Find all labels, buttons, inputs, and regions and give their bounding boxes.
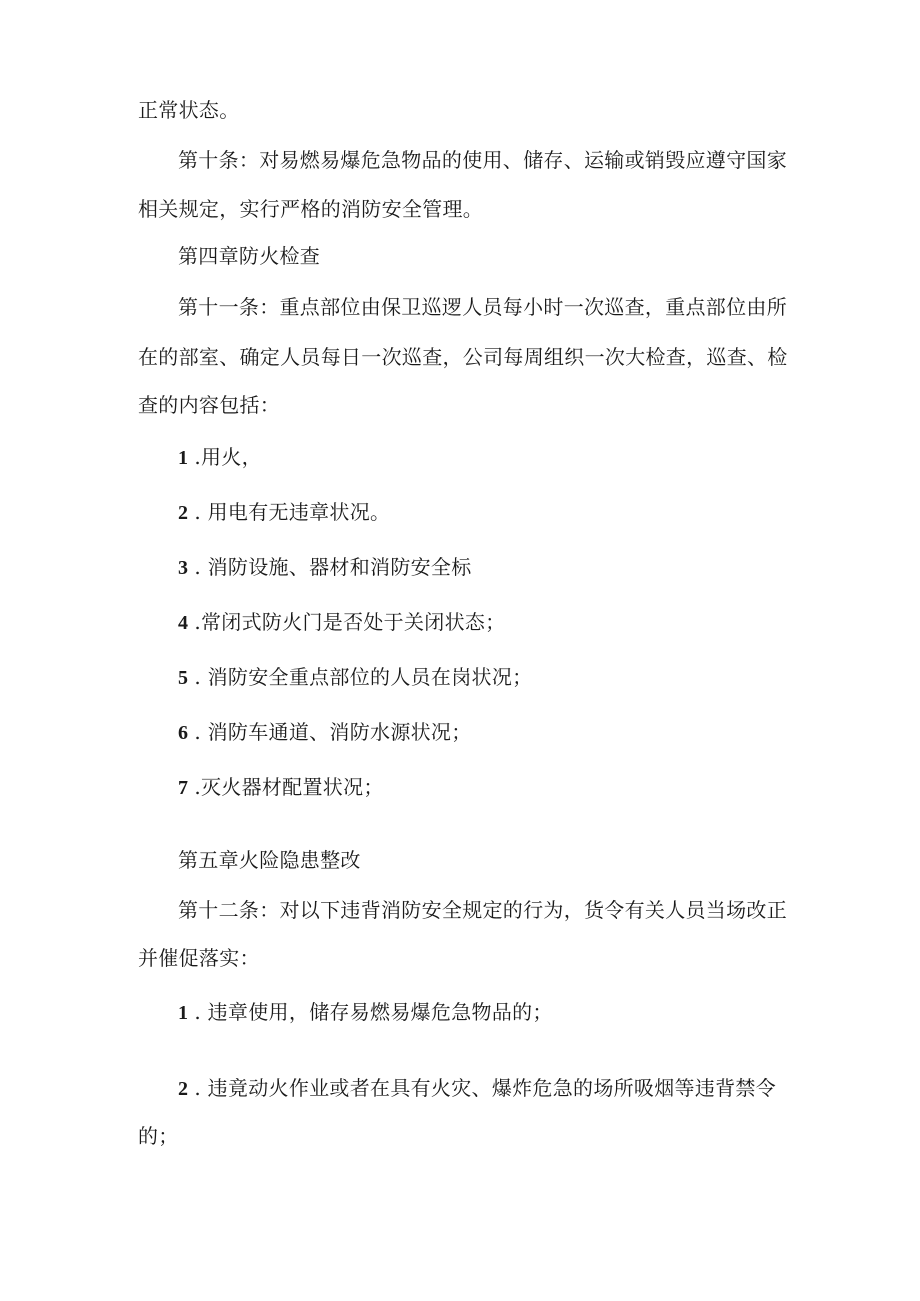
list-item-number: 6: [178, 722, 189, 744]
list-item-text: .灭火器材配置状况；: [194, 775, 384, 799]
article-11-line-1: 第十一条：重点部位由保卫巡逻人员每小时一次巡查，重点部位由所: [178, 295, 787, 319]
chapter-5-heading: 第五章火险隐患整改: [178, 848, 361, 872]
list-item: [178, 445, 262, 470]
article-10-line-2: 相关规定，实行严格的消防安全管理。: [138, 197, 484, 221]
article-10-line-1: 第十条：对易燃易爆危急物品的使用、储存、运输或销毁应遵守国家: [178, 148, 787, 172]
list-item: [178, 1076, 776, 1101]
list-item-number: 7: [178, 777, 189, 799]
chapter-4-heading: 第四章防火检查: [178, 244, 321, 268]
list-item-number: 1: [178, 1002, 189, 1024]
list-item: [178, 720, 472, 745]
list-item-text: . 消防车通道、消防水源状况；: [194, 720, 472, 744]
list-item: [178, 500, 390, 525]
list-item: [178, 610, 505, 635]
list-item-number: 4: [178, 612, 189, 634]
list-item-number: 2: [178, 502, 189, 524]
list-item-text: . 用电有无违章状况。: [194, 500, 391, 524]
article-12-line-2: 并催促落实：: [138, 946, 260, 970]
article-12-line-1: 第十二条：对以下违背消防安全规定的行为，货令有关人员当场改正: [178, 898, 787, 922]
list-item-number: 2: [178, 1078, 189, 1100]
list-item-text: .常闭式防火门是否处于关闭状态；: [194, 610, 506, 634]
list-item: [178, 775, 384, 800]
list-item-text: . 违章使用，储存易燃易爆危急物品的；: [194, 1000, 553, 1024]
list-item: [178, 555, 472, 580]
list-item-number: 3: [178, 557, 189, 579]
list-item-text: . 违竟动火作业或者在具有火灾、爆炸危急的场所吸烟等违背禁令: [194, 1076, 777, 1100]
paragraph-continuation: 正常状态。: [138, 98, 240, 122]
list-item: [178, 665, 532, 690]
list-item: [178, 1000, 553, 1025]
list-item-continuation: 的；: [138, 1124, 179, 1148]
list-item-text: .用火，: [194, 445, 262, 469]
list-item-number: 5: [178, 667, 189, 689]
list-item-number: 1: [178, 447, 189, 469]
list-item-text: . 消防设施、器材和消防安全标: [194, 555, 472, 579]
article-11-line-3: 查的内容包括：: [138, 393, 281, 417]
article-11-line-2: 在的部室、确定人员每日一次巡查，公司每周组织一次大检查，巡查、检: [138, 345, 788, 369]
list-item-text: . 消防安全重点部位的人员在岗状况；: [194, 665, 533, 689]
